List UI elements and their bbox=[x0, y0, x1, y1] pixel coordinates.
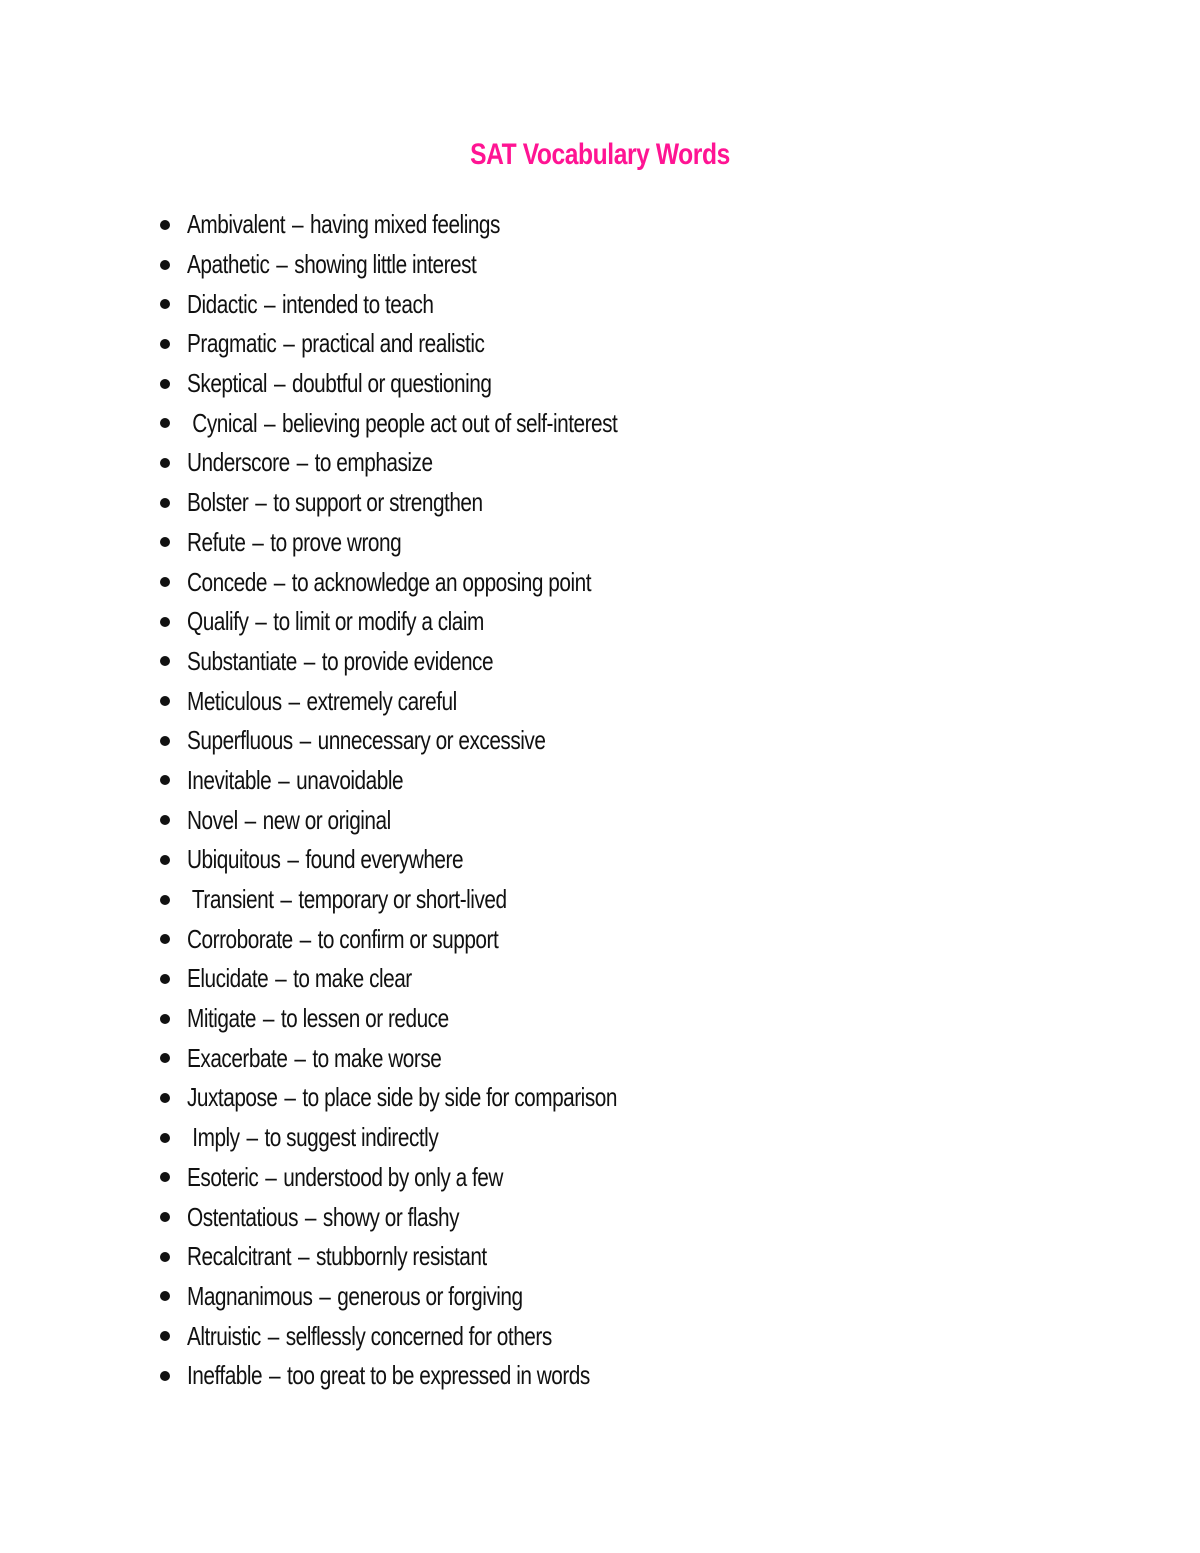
separator-dash: – bbox=[247, 526, 269, 557]
vocabulary-term: Apathetic bbox=[187, 249, 270, 280]
vocabulary-term: Transient bbox=[187, 884, 274, 915]
vocabulary-definition: new or original bbox=[262, 804, 391, 835]
vocabulary-term: Recalcitrant bbox=[187, 1241, 292, 1272]
bullet-icon bbox=[160, 1172, 170, 1182]
separator-dash: – bbox=[269, 963, 292, 994]
vocabulary-definition: selflessly concerned for others bbox=[285, 1320, 552, 1351]
separator-dash: – bbox=[258, 407, 281, 438]
vocabulary-entry bbox=[187, 1241, 487, 1272]
list-item bbox=[160, 1038, 1060, 1078]
separator-dash: – bbox=[249, 606, 272, 637]
vocabulary-term: Ostentatious bbox=[187, 1201, 299, 1232]
separator-dash: – bbox=[286, 209, 309, 240]
vocabulary-definition: too great to be expressed in words bbox=[287, 1360, 590, 1391]
bullet-icon bbox=[160, 1371, 170, 1381]
separator-dash: – bbox=[268, 566, 291, 597]
bullet-icon bbox=[160, 260, 170, 270]
bullet-icon bbox=[160, 1252, 170, 1262]
list-item bbox=[160, 1277, 1060, 1317]
list-item bbox=[160, 1197, 1060, 1237]
separator-dash: – bbox=[239, 804, 262, 835]
vocabulary-definition: intended to teach bbox=[282, 288, 434, 319]
bullet-icon bbox=[160, 855, 170, 865]
vocabulary-entry bbox=[187, 646, 493, 677]
vocabulary-term: Didactic bbox=[187, 288, 258, 319]
vocabulary-entry bbox=[187, 1162, 503, 1193]
separator-dash: – bbox=[257, 1003, 280, 1034]
vocabulary-term: Pragmatic bbox=[187, 328, 277, 359]
bullet-icon bbox=[160, 418, 170, 428]
vocabulary-term: Skeptical bbox=[187, 368, 268, 399]
vocabulary-term: Superfluous bbox=[187, 725, 293, 756]
separator-dash: – bbox=[292, 1241, 315, 1272]
bullet-icon bbox=[160, 1133, 170, 1143]
separator-dash: – bbox=[294, 923, 316, 954]
vocabulary-definition: understood by only a few bbox=[283, 1161, 503, 1192]
vocabulary-term: Juxtapose bbox=[187, 1082, 278, 1113]
list-item bbox=[160, 483, 1060, 523]
bullet-icon bbox=[160, 1212, 170, 1222]
vocabulary-term: Novel bbox=[187, 804, 238, 835]
vocabulary-entry bbox=[187, 1003, 449, 1034]
list-item bbox=[160, 721, 1060, 761]
bullet-icon bbox=[160, 656, 170, 666]
bullet-icon bbox=[160, 974, 170, 984]
list-item bbox=[160, 1356, 1060, 1396]
vocabulary-entry bbox=[187, 765, 403, 796]
list-item bbox=[160, 523, 1060, 563]
list-item bbox=[160, 1316, 1060, 1356]
list-item bbox=[160, 364, 1060, 404]
bullet-icon bbox=[160, 379, 170, 389]
list-item bbox=[160, 880, 1060, 920]
bullet-icon bbox=[160, 1331, 170, 1341]
separator-dash: – bbox=[298, 645, 321, 676]
separator-dash: – bbox=[259, 1161, 282, 1192]
separator-dash: – bbox=[313, 1280, 336, 1311]
vocabulary-definition: to lessen or reduce bbox=[280, 1003, 449, 1034]
bullet-icon bbox=[160, 1093, 170, 1103]
bullet-icon bbox=[160, 299, 170, 309]
list-item bbox=[160, 403, 1060, 443]
vocabulary-term: Ambivalent bbox=[187, 209, 286, 240]
list-item bbox=[160, 800, 1060, 840]
vocabulary-definition: to support or strengthen bbox=[273, 487, 483, 518]
vocabulary-entry bbox=[187, 1281, 523, 1312]
bullet-icon bbox=[160, 617, 170, 627]
vocabulary-definition: to confirm or support bbox=[317, 923, 499, 954]
vocabulary-entry bbox=[187, 209, 500, 240]
vocabulary-definition: to make clear bbox=[293, 963, 412, 994]
vocabulary-entry bbox=[187, 805, 391, 836]
list-item bbox=[160, 443, 1060, 483]
bullet-icon bbox=[160, 1291, 170, 1301]
vocabulary-definition: extremely careful bbox=[306, 685, 457, 716]
vocabulary-definition: to limit or modify a claim bbox=[273, 606, 484, 637]
list-item bbox=[160, 1237, 1060, 1277]
vocabulary-definition: to emphasize bbox=[314, 447, 433, 478]
vocabulary-term: Underscore bbox=[187, 447, 290, 478]
separator-dash: – bbox=[283, 685, 305, 716]
vocabulary-definition: unavoidable bbox=[296, 764, 404, 795]
vocabulary-entry bbox=[187, 606, 484, 637]
list-item bbox=[160, 1118, 1060, 1158]
separator-dash: – bbox=[258, 288, 281, 319]
bullet-icon bbox=[160, 498, 170, 508]
list-item bbox=[160, 1158, 1060, 1198]
vocabulary-term: Bolster bbox=[187, 487, 249, 518]
vocabulary-entry bbox=[187, 725, 545, 756]
vocabulary-definition: having mixed feelings bbox=[309, 209, 500, 240]
vocabulary-term: Mitigate bbox=[187, 1003, 256, 1034]
vocabulary-definition: to prove wrong bbox=[270, 526, 402, 557]
vocabulary-list bbox=[160, 205, 1060, 1396]
vocabulary-definition: showy or flashy bbox=[322, 1201, 460, 1232]
vocabulary-entry bbox=[187, 447, 433, 478]
vocabulary-term: Corroborate bbox=[187, 923, 293, 954]
separator-dash: – bbox=[277, 328, 300, 359]
vocabulary-term: Elucidate bbox=[187, 963, 269, 994]
vocabulary-term: Altruistic bbox=[187, 1320, 261, 1351]
vocabulary-definition: to make worse bbox=[312, 1042, 442, 1073]
bullet-icon bbox=[160, 696, 170, 706]
bullet-icon bbox=[160, 934, 170, 944]
bullet-icon bbox=[160, 537, 170, 547]
separator-dash: – bbox=[272, 764, 295, 795]
vocabulary-entry bbox=[187, 1082, 617, 1113]
vocabulary-entry bbox=[187, 924, 498, 955]
vocabulary-definition: practical and realistic bbox=[301, 328, 485, 359]
list-item bbox=[160, 840, 1060, 880]
bullet-icon bbox=[160, 1053, 170, 1063]
vocabulary-entry bbox=[187, 289, 433, 320]
list-item bbox=[160, 205, 1060, 245]
separator-dash: – bbox=[275, 884, 297, 915]
separator-dash: – bbox=[291, 447, 314, 478]
vocabulary-term: Exacerbate bbox=[187, 1042, 288, 1073]
separator-dash: – bbox=[289, 1042, 311, 1073]
vocabulary-entry bbox=[187, 963, 412, 994]
vocabulary-entry bbox=[187, 1043, 441, 1074]
separator-dash: – bbox=[299, 1201, 322, 1232]
list-item bbox=[160, 642, 1060, 682]
vocabulary-entry bbox=[187, 1202, 459, 1233]
list-item bbox=[160, 284, 1060, 324]
vocabulary-term: Ubiquitous bbox=[187, 844, 281, 875]
vocabulary-definition: believing people act out of self-interest bbox=[282, 407, 618, 438]
vocabulary-entry bbox=[187, 249, 476, 280]
vocabulary-entry bbox=[187, 368, 491, 399]
vocabulary-entry bbox=[187, 408, 617, 439]
vocabulary-term: Inevitable bbox=[187, 764, 272, 795]
list-item bbox=[160, 681, 1060, 721]
vocabulary-term: Meticulous bbox=[187, 685, 282, 716]
vocabulary-entry bbox=[187, 1321, 552, 1352]
bullet-icon bbox=[160, 220, 170, 230]
separator-dash: – bbox=[271, 249, 293, 280]
vocabulary-entry bbox=[187, 1122, 438, 1153]
separator-dash: – bbox=[241, 1122, 263, 1153]
vocabulary-definition: unnecessary or excessive bbox=[317, 725, 546, 756]
vocabulary-definition: showing little interest bbox=[294, 249, 477, 280]
separator-dash: – bbox=[263, 1360, 286, 1391]
vocabulary-term: Ineffable bbox=[187, 1360, 263, 1391]
vocabulary-term: Magnanimous bbox=[187, 1280, 313, 1311]
bullet-icon bbox=[160, 815, 170, 825]
vocabulary-term: Substantiate bbox=[187, 645, 297, 676]
vocabulary-term: Esoteric bbox=[187, 1161, 259, 1192]
vocabulary-definition: generous or forgiving bbox=[337, 1280, 523, 1311]
vocabulary-entry bbox=[187, 567, 591, 598]
bullet-icon bbox=[160, 895, 170, 905]
vocabulary-definition: temporary or short-lived bbox=[298, 884, 507, 915]
separator-dash: – bbox=[294, 725, 317, 756]
list-item bbox=[160, 761, 1060, 801]
list-item bbox=[160, 1078, 1060, 1118]
vocabulary-definition: to provide evidence bbox=[321, 645, 494, 676]
bullet-icon bbox=[160, 339, 170, 349]
vocabulary-term: Qualify bbox=[187, 606, 249, 637]
list-item bbox=[160, 919, 1060, 959]
vocabulary-entry bbox=[187, 487, 483, 518]
page-title: SAT Vocabulary Words bbox=[470, 138, 730, 171]
vocabulary-entry bbox=[187, 686, 457, 717]
bullet-icon bbox=[160, 775, 170, 785]
list-item bbox=[160, 999, 1060, 1039]
separator-dash: – bbox=[249, 487, 272, 518]
list-item bbox=[160, 562, 1060, 602]
list-item bbox=[160, 245, 1060, 285]
vocabulary-entry bbox=[187, 884, 507, 915]
vocabulary-definition: to acknowledge an opposing point bbox=[291, 566, 591, 597]
list-item bbox=[160, 602, 1060, 642]
list-item bbox=[160, 324, 1060, 364]
bullet-icon bbox=[160, 458, 170, 468]
vocabulary-definition: doubtful or questioning bbox=[291, 368, 492, 399]
separator-dash: – bbox=[282, 844, 304, 875]
bullet-icon bbox=[160, 1014, 170, 1024]
vocabulary-entry bbox=[187, 527, 401, 558]
vocabulary-definition: stubbornly resistant bbox=[315, 1241, 487, 1272]
vocabulary-definition: to suggest indirectly bbox=[264, 1122, 439, 1153]
vocabulary-term: Concede bbox=[187, 566, 267, 597]
vocabulary-definition: to place side by side for comparison bbox=[302, 1082, 617, 1113]
bullet-icon bbox=[160, 736, 170, 746]
vocabulary-definition: found everywhere bbox=[305, 844, 464, 875]
separator-dash: – bbox=[279, 1082, 301, 1113]
vocabulary-term: Cynical bbox=[187, 407, 258, 438]
vocabulary-entry bbox=[187, 328, 484, 359]
separator-dash: – bbox=[268, 368, 291, 399]
vocabulary-entry bbox=[187, 844, 463, 875]
vocabulary-entry bbox=[187, 1360, 590, 1391]
list-item bbox=[160, 959, 1060, 999]
separator-dash: – bbox=[262, 1320, 285, 1351]
bullet-icon bbox=[160, 577, 170, 587]
vocabulary-term: Imply bbox=[187, 1122, 240, 1153]
vocabulary-term: Refute bbox=[187, 526, 246, 557]
